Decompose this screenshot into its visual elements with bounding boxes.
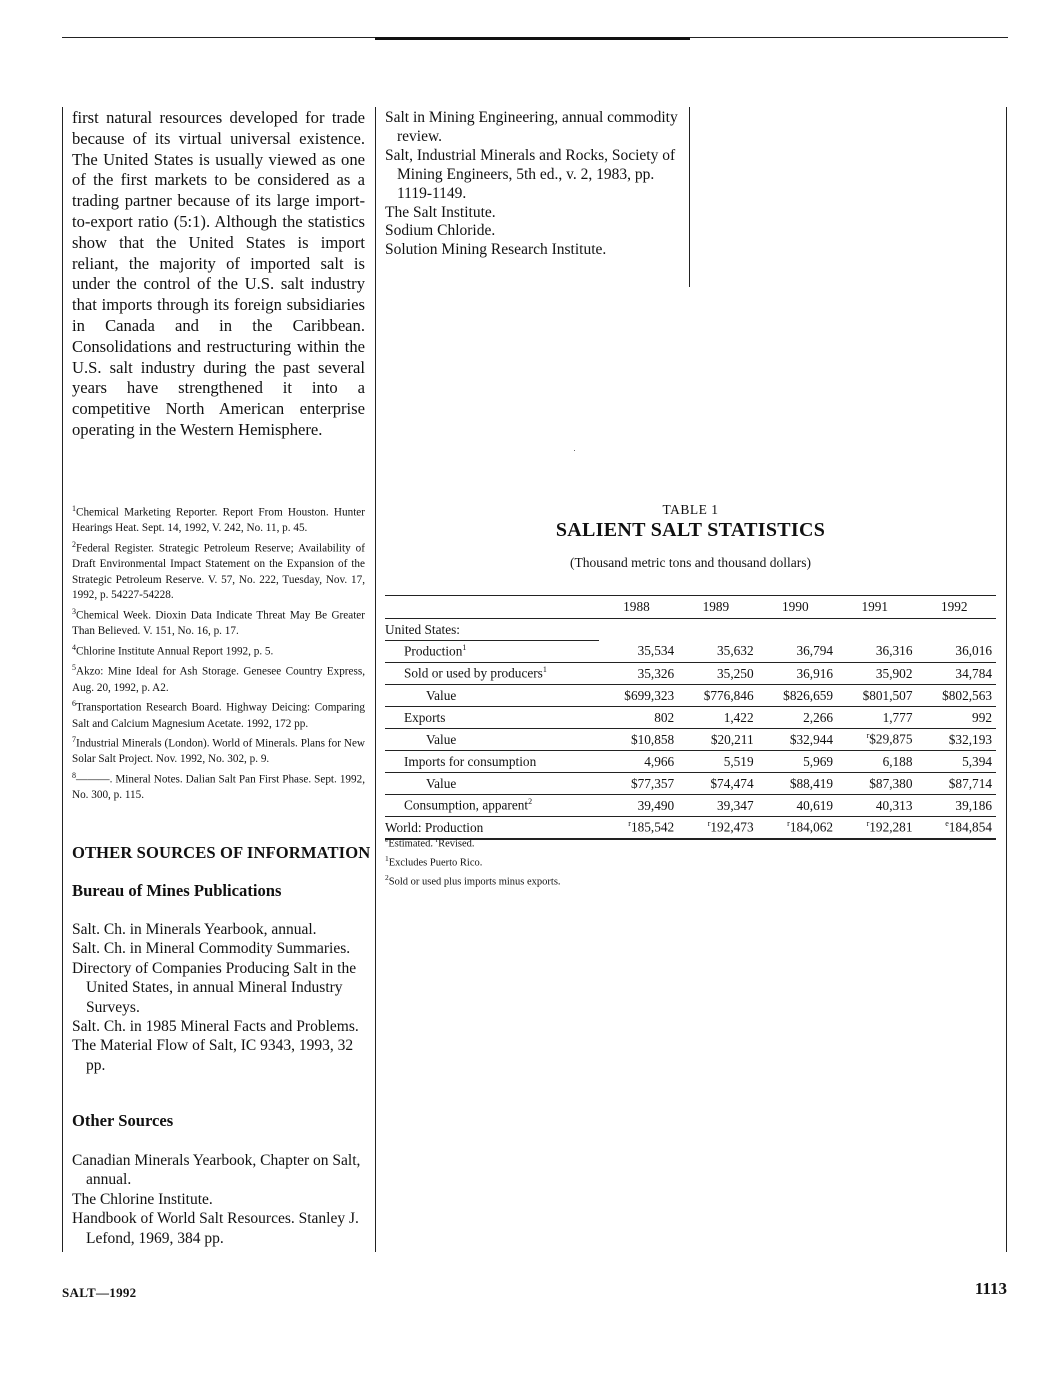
year-header: 1991 (837, 596, 916, 619)
reference-item: The Material Flow of Salt, IC 9343, 1993, 32 pp. (72, 1037, 354, 1074)
footnote (72, 604, 365, 640)
value-cell: $87,380 (837, 773, 916, 795)
note-mark: r (435, 835, 439, 844)
footer-title: SALT—1992 (62, 1285, 137, 1300)
footnote-mark: 4 (72, 642, 76, 652)
value-cell: $801,507 (837, 685, 916, 707)
row-label (385, 641, 599, 663)
reference-item: Solution Mining Research Institute. (385, 241, 607, 259)
reference-item: Salt, Industrial Minerals and Rocks, Society of Mining Engineers, 5th ed., v. 2, 1983, pp. 1119-1149. (385, 146, 676, 202)
value-cell: 39,347 (678, 795, 757, 817)
footnote (72, 696, 365, 732)
note-mark: 1 (385, 854, 389, 863)
value-cell (837, 817, 916, 840)
value-cell: $20,211 (678, 729, 757, 751)
footnote (72, 501, 365, 537)
left-column (72, 108, 365, 441)
value-cell: 36,794 (758, 641, 837, 663)
note-line (385, 833, 561, 852)
value-flag: r (866, 819, 870, 829)
right-top-rule (689, 107, 690, 287)
row-label (385, 707, 599, 729)
other-sources-subheading: Other Sources (72, 1111, 174, 1130)
value-cell: 36,316 (837, 641, 916, 663)
footnote-mark: 8 (72, 771, 76, 781)
value: $29,875 (869, 731, 913, 747)
row-label-text: Exports (404, 709, 446, 725)
table-number: TABLE 1 (662, 502, 719, 517)
footnote-mark: 7 (72, 735, 76, 745)
row-label (385, 663, 599, 685)
table-row (385, 773, 996, 795)
value-cell: 40,619 (758, 795, 837, 817)
value-cell: $74,474 (678, 773, 757, 795)
value-cell: 5,969 (758, 751, 837, 773)
value-cell: 40,313 (837, 795, 916, 817)
section-label: United States: (385, 619, 599, 641)
table-row (385, 663, 996, 685)
value-cell: $87,714 (916, 773, 996, 795)
row-label-mark: 2 (528, 797, 533, 807)
row-label (385, 773, 599, 795)
value-cell: 34,784 (916, 663, 996, 685)
value-cell: 4,966 (599, 751, 678, 773)
middle-references-list (385, 109, 685, 260)
note-mark: e (385, 835, 389, 844)
value-cell: $802,563 (916, 685, 996, 707)
table-row (385, 729, 996, 751)
value-cell: 1,422 (678, 707, 757, 729)
note-text: Sold or used plus imports minus exports. (388, 876, 561, 888)
value-cell: 6,188 (837, 751, 916, 773)
footnote (72, 640, 365, 660)
reference-item: Salt. Ch. in Mineral Commodity Summaries. (72, 940, 351, 958)
reference-item: Salt. Ch. in Minerals Yearbook, annual. (72, 921, 317, 938)
value-cell: $10,858 (599, 729, 678, 751)
table-row (385, 685, 996, 707)
footnotes (72, 501, 365, 804)
value: 192,473 (710, 819, 754, 835)
value: 184,854 (948, 819, 992, 835)
note-line (385, 871, 561, 890)
value-cell: 35,632 (678, 641, 757, 663)
salient-statistics-table (385, 595, 996, 840)
row-label (385, 729, 599, 751)
footnote (72, 660, 365, 696)
value-cell: 36,016 (916, 641, 996, 663)
table-row (385, 707, 996, 729)
value-cell: $77,357 (599, 773, 678, 795)
row-label-text: Value (426, 775, 457, 791)
reference-item: Canadian Minerals Yearbook, Chapter on Salt, annual. (72, 1152, 361, 1189)
top-rule-accent (375, 37, 690, 40)
value-cell: 39,490 (599, 795, 678, 817)
value-cell: 5,394 (916, 751, 996, 773)
value-flag: e (945, 819, 949, 829)
reference-item: Directory of Companies Producing Salt in the United States, in annual Mineral Industry Surveys. (72, 959, 357, 1016)
year-header: 1990 (758, 596, 837, 619)
footnote (72, 768, 365, 804)
row-label-text: Production (404, 643, 463, 659)
reference-item: Salt. Ch. in 1985 Mineral Facts and Problems. (72, 1018, 359, 1036)
value-cell: 35,326 (599, 663, 678, 685)
empty-cell (758, 619, 837, 641)
left-column-rule (62, 107, 63, 1252)
value-cell: 992 (916, 707, 996, 729)
table-row (385, 795, 996, 817)
value-cell: 2,266 (758, 707, 837, 729)
other-sources-heading: OTHER SOURCES OF INFORMATION (72, 843, 371, 862)
value-cell (678, 817, 757, 840)
year-header: 1992 (916, 596, 996, 619)
row-label-mark: 1 (462, 643, 467, 653)
value-cell: 802 (599, 707, 678, 729)
footnote-text: Chlorine Institute Annual Report 1992, p. 5. (76, 645, 274, 658)
note-text: Excludes Puerto Rico. (388, 857, 483, 869)
footnote-text: Transportation Research Board. Highway Deicing: Comparing Salt and Calcium Magnesium Acetate. 1992, 172 pp. (72, 701, 365, 730)
other-sources-list (72, 1151, 365, 1248)
value-cell (758, 817, 837, 840)
middle-column-rule (375, 107, 376, 1252)
table-row (385, 751, 996, 773)
table-notes (385, 833, 561, 890)
value-flag: r (866, 731, 870, 741)
empty-cell (916, 619, 996, 641)
footnote-text: ———. Mineral Notes. Dalian Salt Pan First Phase. Sept. 1992, No. 300, p. 115. (72, 773, 365, 802)
row-label-mark: 1 (542, 665, 547, 675)
footnote-text: Akzo: Mine Ideal for Ash Storage. Genesee Country Express, Aug. 20, 1992, p. A2. (72, 666, 365, 694)
bureau-of-mines-heading: Bureau of Mines Publications (72, 881, 282, 900)
bureau-of-mines-list (72, 920, 365, 1075)
footnote-mark: 1 (72, 504, 76, 513)
note-line (385, 852, 561, 871)
row-label (385, 685, 599, 707)
value-cell (916, 817, 996, 840)
reference-item: The Chlorine Institute. (72, 1190, 213, 1208)
value-cell: $699,323 (599, 685, 678, 707)
footnote-mark: 6 (72, 699, 76, 709)
section-row (385, 619, 996, 641)
empty-cell (599, 619, 678, 641)
row-label-text: Value (426, 687, 457, 703)
row-label-text: Imports for consumption (404, 753, 537, 769)
value-cell: $776,846 (678, 685, 757, 707)
row-label: World: Production (385, 817, 599, 840)
value-cell: 35,534 (599, 641, 678, 663)
value-cell: 1,777 (837, 707, 916, 729)
footnote-text: Chemical Marketing Reporter. Report From Houston. Hunter Hearings Heat. Sept. 14, 1992, V. 242, No. 11, p. 45. (72, 506, 365, 535)
value: 184,062 (789, 819, 834, 835)
table-row (385, 641, 996, 663)
value-cell: 35,250 (678, 663, 757, 685)
footnote (72, 732, 365, 768)
empty-cell (837, 619, 916, 641)
row-label-text: Consumption, apparent (404, 797, 529, 813)
row-label-text: Value (426, 731, 457, 747)
value-cell (837, 729, 916, 751)
reference-item: The Salt Institute. (385, 203, 496, 221)
row-label-text: Sold or used by producers (404, 665, 543, 681)
table-caption (385, 502, 996, 571)
table-title: SALIENT SALT STATISTICS (555, 519, 826, 541)
footnote-mark: 3 (72, 607, 76, 617)
year-header: 1988 (599, 596, 678, 619)
footnote (72, 537, 365, 604)
value-flag: r (707, 819, 711, 829)
value-flag: r (628, 819, 631, 829)
table-subtitle: (Thousand metric tons and thousand dollars) (569, 555, 812, 570)
reference-item: Handbook of World Salt Resources. Stanley J. Lefond, 1969, 384 pp. (72, 1210, 359, 1247)
note-text: Revised. (438, 838, 475, 850)
value-cell (599, 817, 678, 840)
body-paragraph: first natural resources developed for trade because of its virtual universal existence. The United States is usually viewed as one of the first markets to be considered as a trading partner because of its large import-to-export ratio (5:1). Although the statistics show that the United States is import reliant, the majority of imported salt is under the control of the U.S. salt industry that imports through its foreign subsidiaries in Canada and in the Caribbean. Consolidations and restructuring within the U.S. salt industry during the past several years have strengthened it into a competitive North American enterprise operating in the Western Hemisphere. (72, 108, 365, 439)
value: 185,542 (630, 819, 675, 835)
table-header-row (385, 596, 996, 619)
note-text: Estimated. (388, 838, 436, 850)
value-cell: 36,916 (758, 663, 837, 685)
value-cell: $88,419 (758, 773, 837, 795)
reference-item: Sodium Chloride. (385, 222, 496, 240)
value: 192,281 (869, 819, 913, 835)
footnote-mark: 5 (72, 663, 76, 673)
reference-item: Salt in Mining Engineering, annual commodity review. (385, 109, 678, 145)
year-header: 1989 (678, 596, 757, 619)
footnote-mark: 2 (72, 539, 76, 549)
value-cell: 35,902 (837, 663, 916, 685)
page-number: 1113 (974, 1279, 1007, 1298)
value-cell: 5,519 (678, 751, 757, 773)
row-label (385, 795, 599, 817)
footnote-text: Federal Register. Strategic Petroleum Reserve; Availability of Draft Environmental Impact Statement on the Expansion of the Strategic Petroleum Reserve. V. 57, No. 222, Tuesday, Nov. 17, 1992, p. 54227-54228. (72, 542, 365, 602)
value-cell: $32,944 (758, 729, 837, 751)
right-column-rule (1006, 107, 1007, 1252)
value-cell: $826,659 (758, 685, 837, 707)
footnote-text: Industrial Minerals (London). World of Minerals. Plans for New Solar Salt Project. Nov. 1992, No. 302, p. 9. (72, 737, 365, 766)
value-cell: 39,186 (916, 795, 996, 817)
row-label (385, 751, 599, 773)
note-mark: 2 (385, 873, 389, 882)
empty-cell (678, 619, 757, 641)
value-cell: $32,193 (916, 729, 996, 751)
speck (574, 450, 575, 451)
value-flag: r (787, 819, 790, 829)
table-header-blank (385, 596, 599, 619)
footnote-text: Chemical Week. Dioxin Data Indicate Threat May Be Greater Than Believed. V. 151, No. 16, p. 17. (72, 609, 365, 638)
